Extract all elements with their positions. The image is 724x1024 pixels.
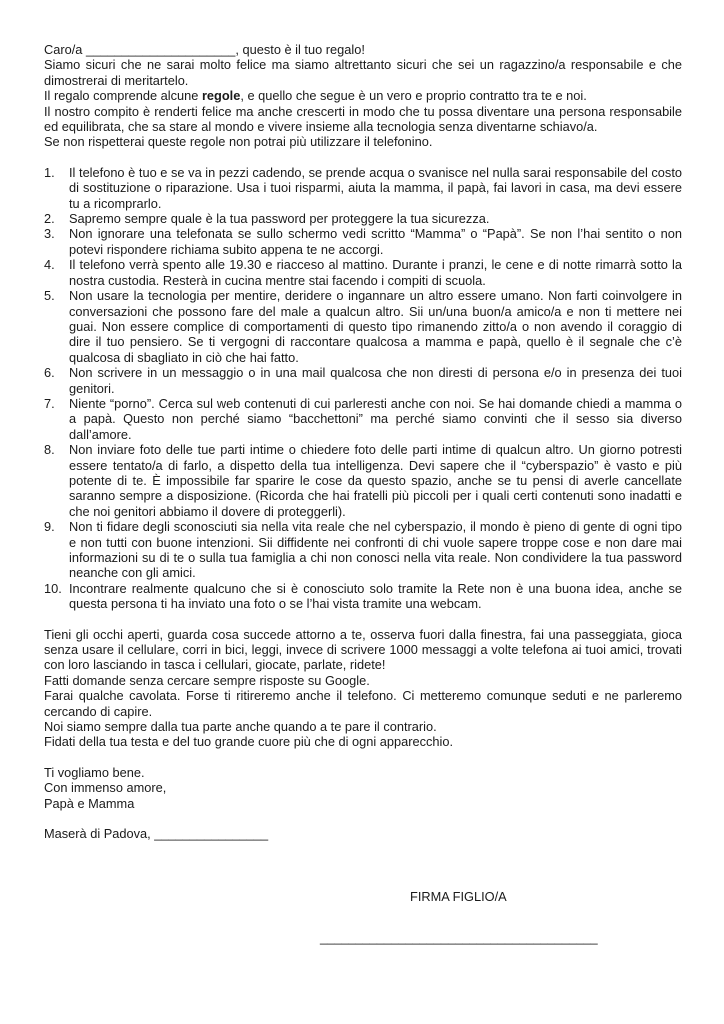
intro-paragraph-3: Il nostro compito è renderti felice ma anche crescerti in modo che tu possa diventare una persona responsabile ed equilibrata, che sa stare al mondo e vivere insieme alla tecnologia senza diventarne schiavo/a. bbox=[44, 103, 682, 135]
rule-number: 5. bbox=[44, 288, 55, 304]
rule-number: 6. bbox=[44, 365, 55, 381]
closing-paragraph-4: Noi siamo sempre dalla tua parte anche quando a te pare il contrario. bbox=[44, 719, 437, 735]
intro-p2-after: , e quello che segue è un vero e proprio contratto tra te e noi. bbox=[240, 88, 587, 104]
rule-item bbox=[44, 211, 682, 226]
greeting: Caro/a _____________________, questo è il tuo regalo! bbox=[44, 42, 365, 57]
rule-number: 8. bbox=[44, 442, 55, 458]
rule-number: 3. bbox=[44, 226, 55, 242]
rule-number: 9. bbox=[44, 519, 55, 535]
signoff-line-2: Con immenso amore, bbox=[44, 780, 167, 796]
signature-label: FIRMA FIGLIO/A bbox=[410, 889, 507, 904]
rule-text: Il telefono verrà spento alle 19.30 e riacceso al mattino. Durante i pranzi, le cene e di notte rimarrà sotto la nostra custodia. Resterà in cucina mentre stai facendo i compiti di scuola. bbox=[69, 257, 682, 288]
rule-number: 4. bbox=[44, 257, 55, 273]
closing-paragraph-1: Tieni gli occhi aperti, guarda cosa succede attorno a te, osserva fuori dalla finestra, fai una passeggiata, gioca senza usare il cellulare, corri in bici, leggi, invece di scrivere 1000 messaggi a volte telefona ai tuoi amici, trovati con loro lasciando in tasca i cellulari, giocate, parlate, ridete! bbox=[44, 626, 682, 673]
closing-paragraph-5: Fidati della tua testa e del tuo grande cuore più che di ogni apparecchio. bbox=[44, 734, 454, 750]
closing-paragraph-2: Fatti domande senza cercare sempre risposte su Google. bbox=[44, 672, 370, 688]
rule-item bbox=[44, 365, 682, 396]
signature-line: _______________________________________ bbox=[320, 930, 598, 945]
rule-item bbox=[44, 442, 682, 519]
closing-paragraph-3: Farai qualche cavolata. Forse ti ritireremo anche il telefono. Ci metteremo comunque seduti e ne parleremo cercando di capire. bbox=[44, 688, 682, 719]
signoff-line-1: Ti vogliamo bene. bbox=[44, 764, 145, 780]
rule-text: Sapremo sempre quale è la tua password per proteggere la tua sicurezza. bbox=[69, 211, 490, 227]
rules-list bbox=[44, 165, 682, 612]
rule-number: 1. bbox=[44, 164, 55, 180]
intro-paragraph-1: Siamo sicuri che ne sarai molto felice ma siamo altrettanto sicuri che sei un ragazzino/a responsabile e che dimostrerai di meritartelo. bbox=[44, 57, 682, 88]
rule-number: 10. bbox=[44, 580, 62, 596]
intro-p2-bold: regole bbox=[201, 88, 241, 104]
rule-item bbox=[44, 257, 682, 288]
signoff-line-3: Papà e Mamma bbox=[44, 795, 135, 811]
place-date-line: Maserà di Padova, ________________ bbox=[44, 826, 269, 842]
rule-text: Niente “porno”. Cerca sul web contenuti di cui parleresti anche con noi. Se hai domande chiedi a mamma o a papà. Questo non perché siamo “bacchettoni” ma perché siamo convinti che il sesso sia diverso dall’amore. bbox=[69, 395, 682, 442]
intro-paragraph-2 bbox=[44, 88, 682, 103]
rule-number: 2. bbox=[44, 211, 55, 227]
intro-paragraph-4: Se non rispetterai queste regole non potrai più utilizzare il telefonino. bbox=[44, 134, 433, 150]
contract-document bbox=[44, 42, 682, 945]
rule-text: Non usare la tecnologia per mentire, deridere o ingannare un altro essere umano. Non farti coinvolgere in conversazioni che possono fare del male a qualcun altro. Sii un/una buon/a amico/a e non ti mettere nei guai. Non essere complice di comportamenti di questo tipo rimanendo zitto/a o non avendo il coraggio di dire il tuo pensiero. Se ti vergogni di raccontare qualcosa a mamma e papà, quello è il segnale che c’è qualcosa di sbagliato in ciò che hai fatto. bbox=[69, 288, 682, 365]
rule-text: Incontrare realmente qualcuno che si è conosciuto solo tramite la Rete non è una buona idea, anche se questa persona ti ha inviato una foto o se l’hai vista tramite una webcam. bbox=[69, 580, 682, 612]
rule-item bbox=[44, 519, 682, 581]
rule-text: Non ti fidare degli sconosciuti sia nella vita reale che nel cyberspazio, il mondo è pieno di gente di ogni tipo e non tutti con buone intenzioni. Sii diffidente nei confronti di chi vuole sapere troppe cose e non dare mai informazioni su di te o sulla tua famiglia a chi non conosci nella vita reale. Non condividere la tua password neanche con gli amici. bbox=[69, 519, 682, 581]
rule-item bbox=[44, 226, 682, 257]
intro-p2-before: Il regalo comprende alcune bbox=[44, 88, 202, 104]
rule-item bbox=[44, 581, 682, 612]
rule-item bbox=[44, 165, 682, 211]
rule-item bbox=[44, 396, 682, 442]
rule-number: 7. bbox=[44, 395, 55, 411]
rule-text: Non ignorare una telefonata se sullo schermo vedi scritto “Mamma” o “Papà”. Se non l’hai sentito o non potevi rispondere richiama subito appena te ne accorgi. bbox=[69, 226, 682, 257]
rule-text: Non scrivere in un messaggio o in una mail qualcosa che non diresti di persona e/o in presenza dei tuoi genitori. bbox=[69, 365, 682, 396]
rule-text: Il telefono è tuo e se va in pezzi cadendo, se prende acqua o svanisce nel nulla sarai responsabile del costo di sostituzione o riparazione. Usa i tuoi risparmi, aiuta la mamma, il papà, fai lavori in casa, ma devi essere tu a ricomprarlo. bbox=[69, 164, 682, 211]
rule-item bbox=[44, 288, 682, 365]
rule-text: Non inviare foto delle tue parti intime o chiedere foto delle parti intime di qualcun altro. Un giorno potresti essere tentato/a di farlo, a dispetto della tua intelligenza. Devi sapere che il “cyberspazio” è vasto e più potente di te. È impossibile far sparire le cose da questo spazio, anche se tu pensi di averle cancellate saranno sempre a disposizione. (Ricorda che hai fratelli più piccoli per i quali certi contenuti sono inadatti e che noi genitori abbiamo il dovere di proteggerli). bbox=[69, 442, 682, 519]
